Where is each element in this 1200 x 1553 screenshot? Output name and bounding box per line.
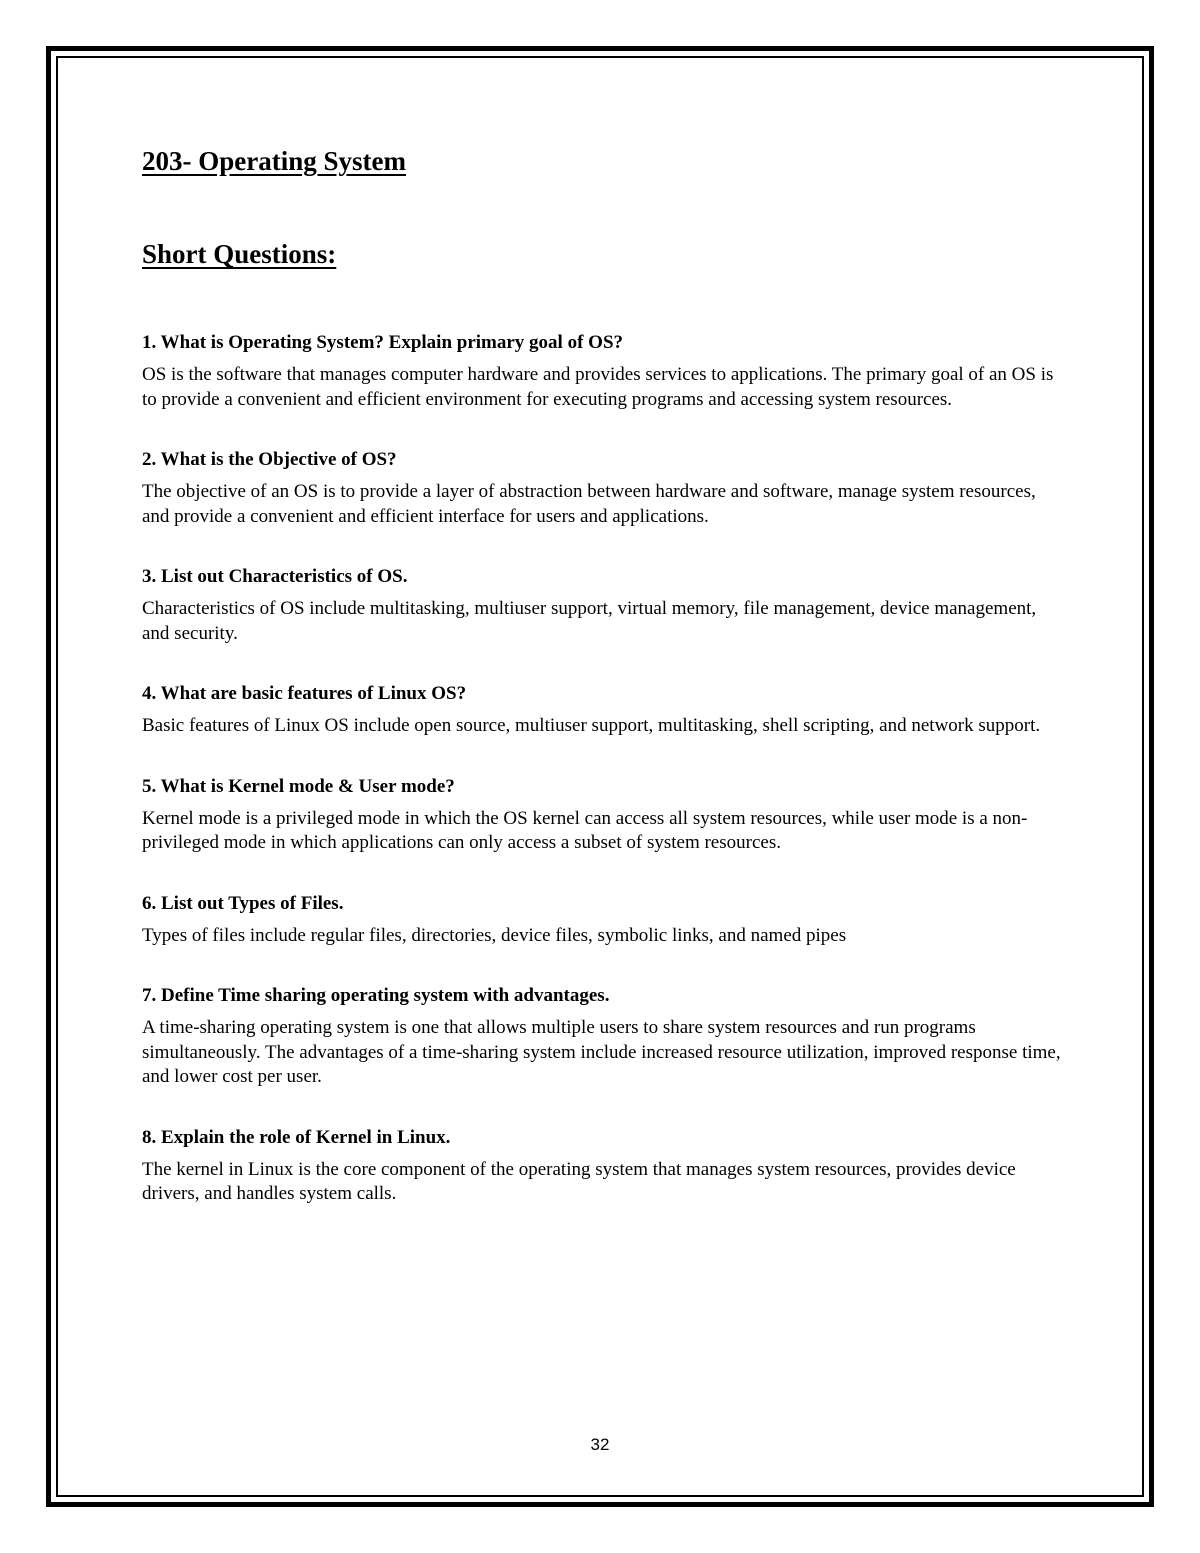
answer-text: A time-sharing operating system is one that allows multiple users to share system resources and run programs simultaneously. The advantages of a time-sharing system include increased resource utilization, improved response time, and lower cost per user. bbox=[142, 1017, 1061, 1087]
question-text: 6. List out Types of Files. bbox=[142, 892, 344, 914]
page-number: 32 bbox=[590, 1435, 610, 1454]
question-item bbox=[142, 892, 1062, 949]
question-text: 8. Explain the role of Kernel in Linux. bbox=[142, 1126, 451, 1148]
answer-text: OS is the software that manages computer hardware and provides services to applications. The primary goal of an OS is to provide a convenient and efficient environment for executing programs and accessing system resources. bbox=[142, 364, 1054, 410]
question-text: 4. What are basic features of Linux OS? bbox=[142, 683, 467, 704]
answer-text: Characteristics of OS include multitasking, multiuser support, virtual memory, file management, device management, and security. bbox=[142, 598, 1037, 644]
question-text: 2. What is the Objective of OS? bbox=[142, 449, 397, 470]
answer-text: The objective of an OS is to provide a layer of abstraction between hardware and software, manage system resources, and provide a convenient and efficient interface for users and applications. bbox=[142, 481, 1036, 527]
question-item bbox=[142, 448, 1062, 529]
question-item bbox=[142, 682, 1062, 739]
page-content bbox=[142, 144, 1062, 1207]
answer-text: The kernel in Linux is the core component of the operating system that manages system resources, provides device drivers, and handles system calls. bbox=[142, 1158, 1016, 1204]
answer-text: Types of files include regular files, directories, device files, symbolic links, and named pipes bbox=[142, 924, 847, 946]
question-text: 7. Define Time sharing operating system with advantages. bbox=[142, 985, 610, 1006]
question-item bbox=[142, 331, 1062, 412]
answer-text: Kernel mode is a privileged mode in which the OS kernel can access all system resources, while user mode is a non-privileged mode in which applications can only access a subset of system resources. bbox=[142, 807, 1028, 853]
question-list bbox=[142, 331, 1062, 1207]
answer-text: Basic features of Linux OS include open source, multiuser support, multitasking, shell scripting, and network support. bbox=[142, 715, 1041, 736]
question-item bbox=[142, 984, 1062, 1090]
question-text: 5. What is Kernel mode & User mode? bbox=[142, 775, 455, 797]
document-title: 203- Operating System bbox=[142, 146, 406, 176]
question-text: 1. What is Operating System? Explain primary goal of OS? bbox=[142, 332, 624, 353]
section-title: Short Questions: bbox=[142, 239, 337, 269]
question-item bbox=[142, 775, 1062, 856]
question-text: 3. List out Characteristics of OS. bbox=[142, 566, 408, 587]
question-item bbox=[142, 1126, 1062, 1207]
question-item bbox=[142, 565, 1062, 646]
